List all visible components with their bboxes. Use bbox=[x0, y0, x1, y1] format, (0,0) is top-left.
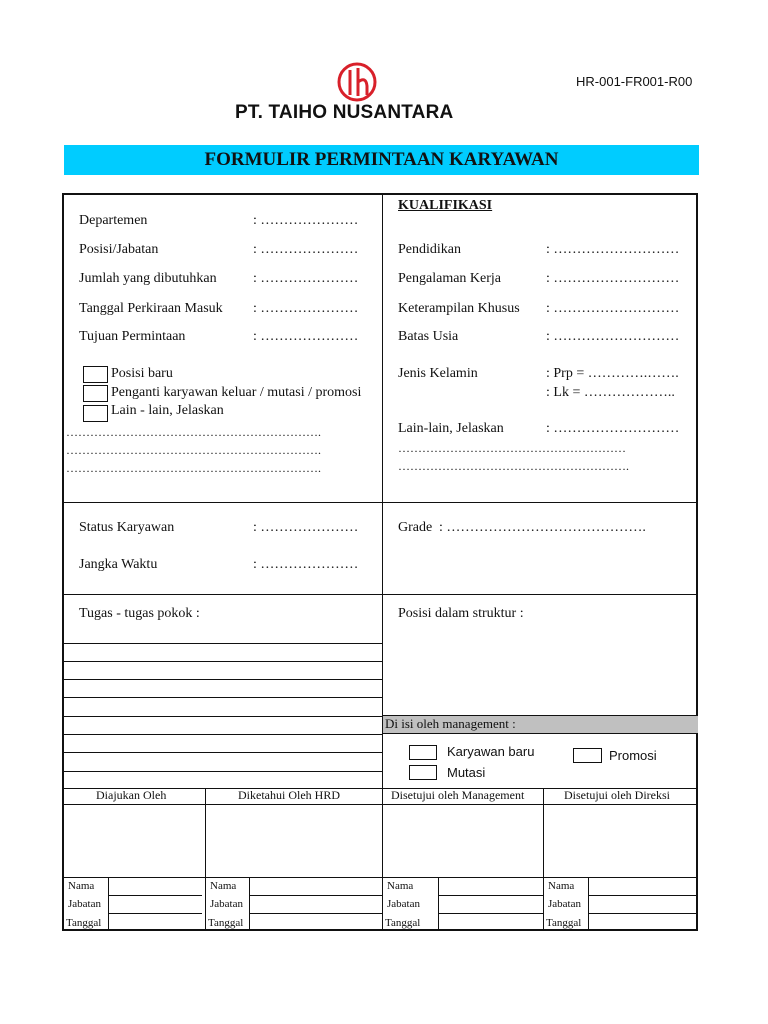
duty-line bbox=[63, 643, 382, 644]
hrd-acknowledged-header: Diketahui Oleh HRD bbox=[238, 788, 340, 802]
sig3-name-label: Nama bbox=[387, 880, 414, 892]
qualification-heading: KUALIFIKASI bbox=[398, 198, 493, 213]
grade-value[interactable]: : ……………………………………. bbox=[439, 520, 646, 535]
replacement-label: Penganti karyawan keluar / mutasi / promosi bbox=[111, 385, 362, 400]
experience-label: Pengalaman Kerja bbox=[398, 271, 502, 286]
duty-line bbox=[63, 679, 382, 680]
signature-row-line bbox=[438, 895, 543, 896]
management-header-bottom bbox=[383, 733, 698, 734]
signature-row-line bbox=[249, 895, 382, 896]
duty-line bbox=[63, 716, 382, 717]
age-limit-value[interactable]: : ……………………… bbox=[546, 329, 680, 344]
duties-label: Tugas - tugas pokok : bbox=[79, 606, 200, 621]
skills-value[interactable]: : ……………………… bbox=[546, 301, 680, 316]
other-purpose-checkbox[interactable] bbox=[83, 405, 108, 422]
promotion-checkbox[interactable] bbox=[573, 748, 602, 763]
sig1-name-label: Nama bbox=[68, 880, 95, 892]
sig2-date-label: Tanggal bbox=[208, 917, 244, 929]
signature-row-line bbox=[108, 913, 202, 914]
signature-row-line bbox=[249, 913, 382, 914]
sig3-position-label: Jabatan bbox=[387, 898, 420, 910]
new-employee-label: Karyawan baru bbox=[447, 744, 535, 759]
signature-header-line bbox=[63, 804, 698, 805]
duty-line bbox=[63, 734, 382, 735]
mutation-label: Mutasi bbox=[447, 765, 486, 780]
section-divider-2 bbox=[63, 594, 698, 595]
company-name: PT. TAIHO NUSANTARA bbox=[235, 102, 454, 123]
sig4-date-label: Tanggal bbox=[546, 917, 582, 929]
submitted-by-header: Diajukan Oleh bbox=[96, 788, 167, 802]
management-heading: Di isi oleh management : bbox=[385, 716, 516, 731]
gender-label: Jenis Kelamin bbox=[398, 366, 478, 381]
duration-value[interactable]: : ………………… bbox=[253, 557, 359, 572]
sig1-position-label: Jabatan bbox=[68, 898, 101, 910]
promotion-label: Promosi bbox=[609, 748, 657, 763]
sig3-date-label: Tanggal bbox=[385, 917, 421, 929]
position-value[interactable]: : ………………… bbox=[253, 242, 359, 257]
sig2-position-label: Jabatan bbox=[210, 898, 243, 910]
replacement-checkbox[interactable] bbox=[83, 385, 108, 402]
duty-line bbox=[63, 661, 382, 662]
qualification-dotted-line[interactable]: …………………………………………………. bbox=[398, 459, 629, 473]
new-employee-checkbox[interactable] bbox=[409, 745, 437, 760]
left-dotted-line[interactable]: ………………………………………………………. bbox=[66, 425, 321, 439]
company-logo-icon bbox=[336, 62, 378, 102]
new-position-checkbox[interactable] bbox=[83, 366, 108, 383]
employee-status-label: Status Karyawan bbox=[79, 520, 175, 535]
management-approved-header: Disetujui oleh Management bbox=[391, 788, 525, 802]
signature-col-line bbox=[382, 788, 383, 931]
left-dotted-line[interactable]: ………………………………………………………. bbox=[66, 461, 321, 475]
sig4-position-label: Jabatan bbox=[548, 898, 581, 910]
purpose-label: Tujuan Permintaan bbox=[79, 329, 186, 344]
signature-inner-line bbox=[438, 877, 439, 931]
education-label: Pendidikan bbox=[398, 242, 461, 257]
signature-inner-line bbox=[588, 877, 589, 931]
grade-label: Grade bbox=[398, 520, 433, 535]
center-divider bbox=[382, 194, 383, 804]
signature-inner-line bbox=[108, 877, 109, 931]
headcount-value[interactable]: : ………………… bbox=[253, 271, 359, 286]
employee-status-value[interactable]: : ………………… bbox=[253, 520, 359, 535]
sig4-name-label: Nama bbox=[548, 880, 575, 892]
signature-row-line bbox=[588, 913, 698, 914]
headcount-label: Jumlah yang dibutuhkan bbox=[79, 271, 217, 286]
age-limit-label: Batas Usia bbox=[398, 329, 459, 344]
signature-row-line bbox=[438, 913, 543, 914]
document-code: HR-001-FR001-R00 bbox=[576, 74, 693, 89]
duty-line bbox=[63, 697, 382, 698]
experience-value[interactable]: : ……………………… bbox=[546, 271, 680, 286]
signature-col-line bbox=[205, 788, 206, 931]
mutation-checkbox[interactable] bbox=[409, 765, 437, 780]
section-divider-1 bbox=[63, 502, 698, 503]
sig1-date-label: Tanggal bbox=[66, 917, 102, 929]
director-approved-header: Disetujui oleh Direksi bbox=[564, 788, 670, 802]
other-qualification-label: Lain-lain, Jelaskan bbox=[398, 421, 504, 436]
duration-label: Jangka Waktu bbox=[79, 557, 158, 572]
department-value[interactable]: : ………………… bbox=[253, 213, 359, 228]
structure-label: Posisi dalam struktur : bbox=[398, 606, 524, 621]
duty-line bbox=[63, 752, 382, 753]
signature-space-line bbox=[63, 877, 698, 878]
company-logo bbox=[336, 62, 378, 102]
other-qualification-value[interactable]: : ……………………… bbox=[546, 421, 680, 436]
start-date-value[interactable]: : ………………… bbox=[253, 301, 359, 316]
skills-label: Keterampilan Khusus bbox=[398, 301, 520, 316]
new-position-label: Posisi baru bbox=[111, 366, 173, 381]
position-label: Posisi/Jabatan bbox=[79, 242, 159, 257]
form-title: FORMULIR PERMINTAAN KARYAWAN bbox=[204, 149, 559, 170]
gender-male-value[interactable]: : Lk = ……………….. bbox=[546, 385, 675, 400]
signature-col-line bbox=[543, 788, 544, 931]
education-value[interactable]: : ……………………… bbox=[546, 242, 680, 257]
other-purpose-label: Lain - lain, Jelaskan bbox=[111, 403, 224, 418]
duty-line bbox=[63, 771, 382, 772]
sig2-name-label: Nama bbox=[210, 880, 237, 892]
signature-row-line bbox=[108, 895, 202, 896]
purpose-value[interactable]: : ………………… bbox=[253, 329, 359, 344]
left-dotted-line[interactable]: ………………………………………………………. bbox=[66, 443, 321, 457]
signature-row-line bbox=[588, 895, 698, 896]
start-date-label: Tanggal Perkiraan Masuk bbox=[79, 301, 223, 316]
qualification-dotted-line[interactable]: ………………………………………………… bbox=[398, 441, 626, 455]
department-label: Departemen bbox=[79, 213, 148, 228]
gender-female-value[interactable]: : Prp = ………….……. bbox=[546, 366, 679, 381]
title-bar bbox=[64, 145, 699, 175]
signature-inner-line bbox=[249, 877, 250, 931]
